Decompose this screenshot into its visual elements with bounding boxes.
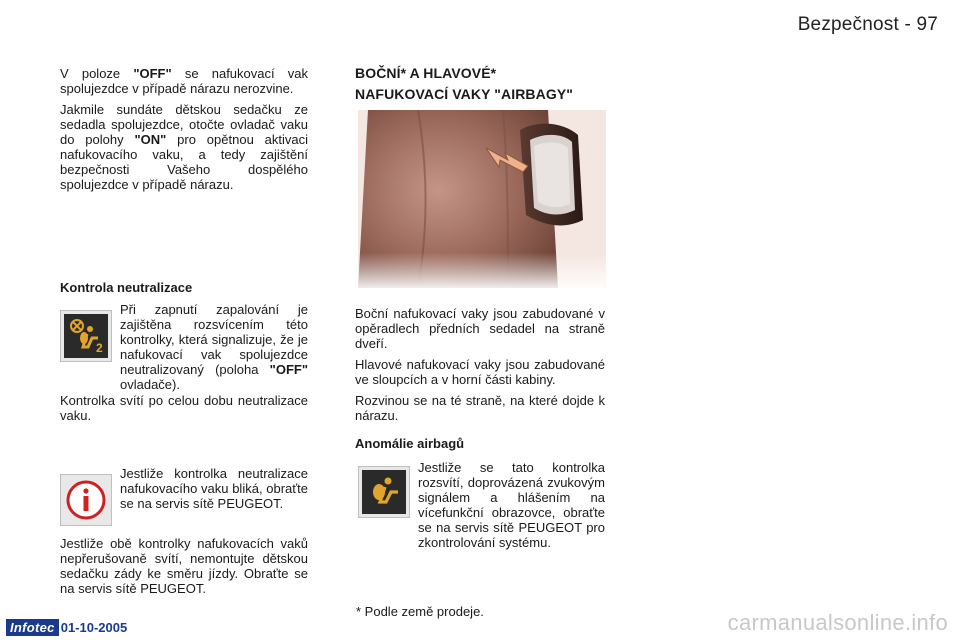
anomaly-paragraph: Jestliže se tato kontrolka rozsvítí, doprovázená zvukovým signálem a hlášením na vícefunkční obrazovce, obraťte se na servis sítě PEUGEOT pro zkontrolování systému. [418,460,605,550]
airbag-fault-icon [358,466,410,518]
info-icon [60,474,112,526]
footer-brand [6,619,127,636]
seat-airbag-photo [358,110,606,288]
neutralization-text [120,302,308,398]
continuous-paragraph: Kontrolka svítí po celou dobu neutralizace vaku. [60,393,308,423]
blink-paragraph: Jestliže kontrolka neutralizace nafukovacího vaku bliká, obraťte se na servis sítě PEUGEOT. [120,466,308,511]
on-position-paragraph: Jakmile sundáte dětskou sedačku ze sedadla spolujezdce, otočte ovladač vaku do polohy "ON" pro opětnou aktivaci nafukovacího vaku, a tedy zajištění bezpečnosti Vašeho dospělého spolujezdce v případě nárazu. [60,102,308,192]
section-title-anomaly: Anomálie airbagů [355,436,465,451]
head-airbag-paragraph: Hlavové nafukovací vaky jsou zabudované ve sloupcích a v horní části kabiny. [355,357,605,387]
watermark: carmanualsonline.info [727,610,948,635]
airbag-off-warning-icon [60,310,112,362]
svg-text:2: 2 [96,341,103,355]
anomaly-section [355,436,605,457]
side-airbag-text [355,306,605,429]
both-lights-text [60,536,308,602]
airbag-heading [355,66,605,108]
off-position-paragraph: V poloze "OFF" se nafukovací vak spolujezdce v případě nárazu nerozvine. [60,66,309,96]
blink-text [120,466,308,517]
deploy-paragraph: Rozvinou se na té straně, na které dojde k nárazu. [355,393,605,423]
section-title-neutralization: Kontrola neutralizace [60,280,193,295]
heading-line-2: NAFUKOVACÍ VAKY "AIRBAGY" [355,86,574,102]
neutralization-paragraph: Při zapnutí zapalování je zajištěna rozsvícením této kontrolky, která signalizuje, že je nafukovací vak spolujezdce neutralizovaný (poloha "OFF" ovladače). [120,302,308,392]
anomaly-text [418,460,605,556]
continuous-text [60,393,308,429]
side-airbag-paragraph: Boční nafukovací vaky jsou zabudované v opěradlech předních sedadel na straně dveří. [355,306,605,351]
brand-logo: Infotec [6,619,59,636]
both-lights-paragraph: Jestliže obě kontrolky nafukovacích vaků nepřerušovaně svítí, nemontujte dětskou sedačku zády ke směru jízdy. Obraťte se na servis sítě PEUGEOT. [60,536,308,596]
page-title: Bezpečnost - 97 [797,14,938,35]
left-column [60,66,308,198]
neutralization-section [60,280,308,301]
heading-line-1: BOČNÍ* A HLAVOVÉ* [355,65,497,81]
footnote: * Podle země prodeje. [356,604,484,619]
print-date: 01-10-2005 [60,620,128,635]
